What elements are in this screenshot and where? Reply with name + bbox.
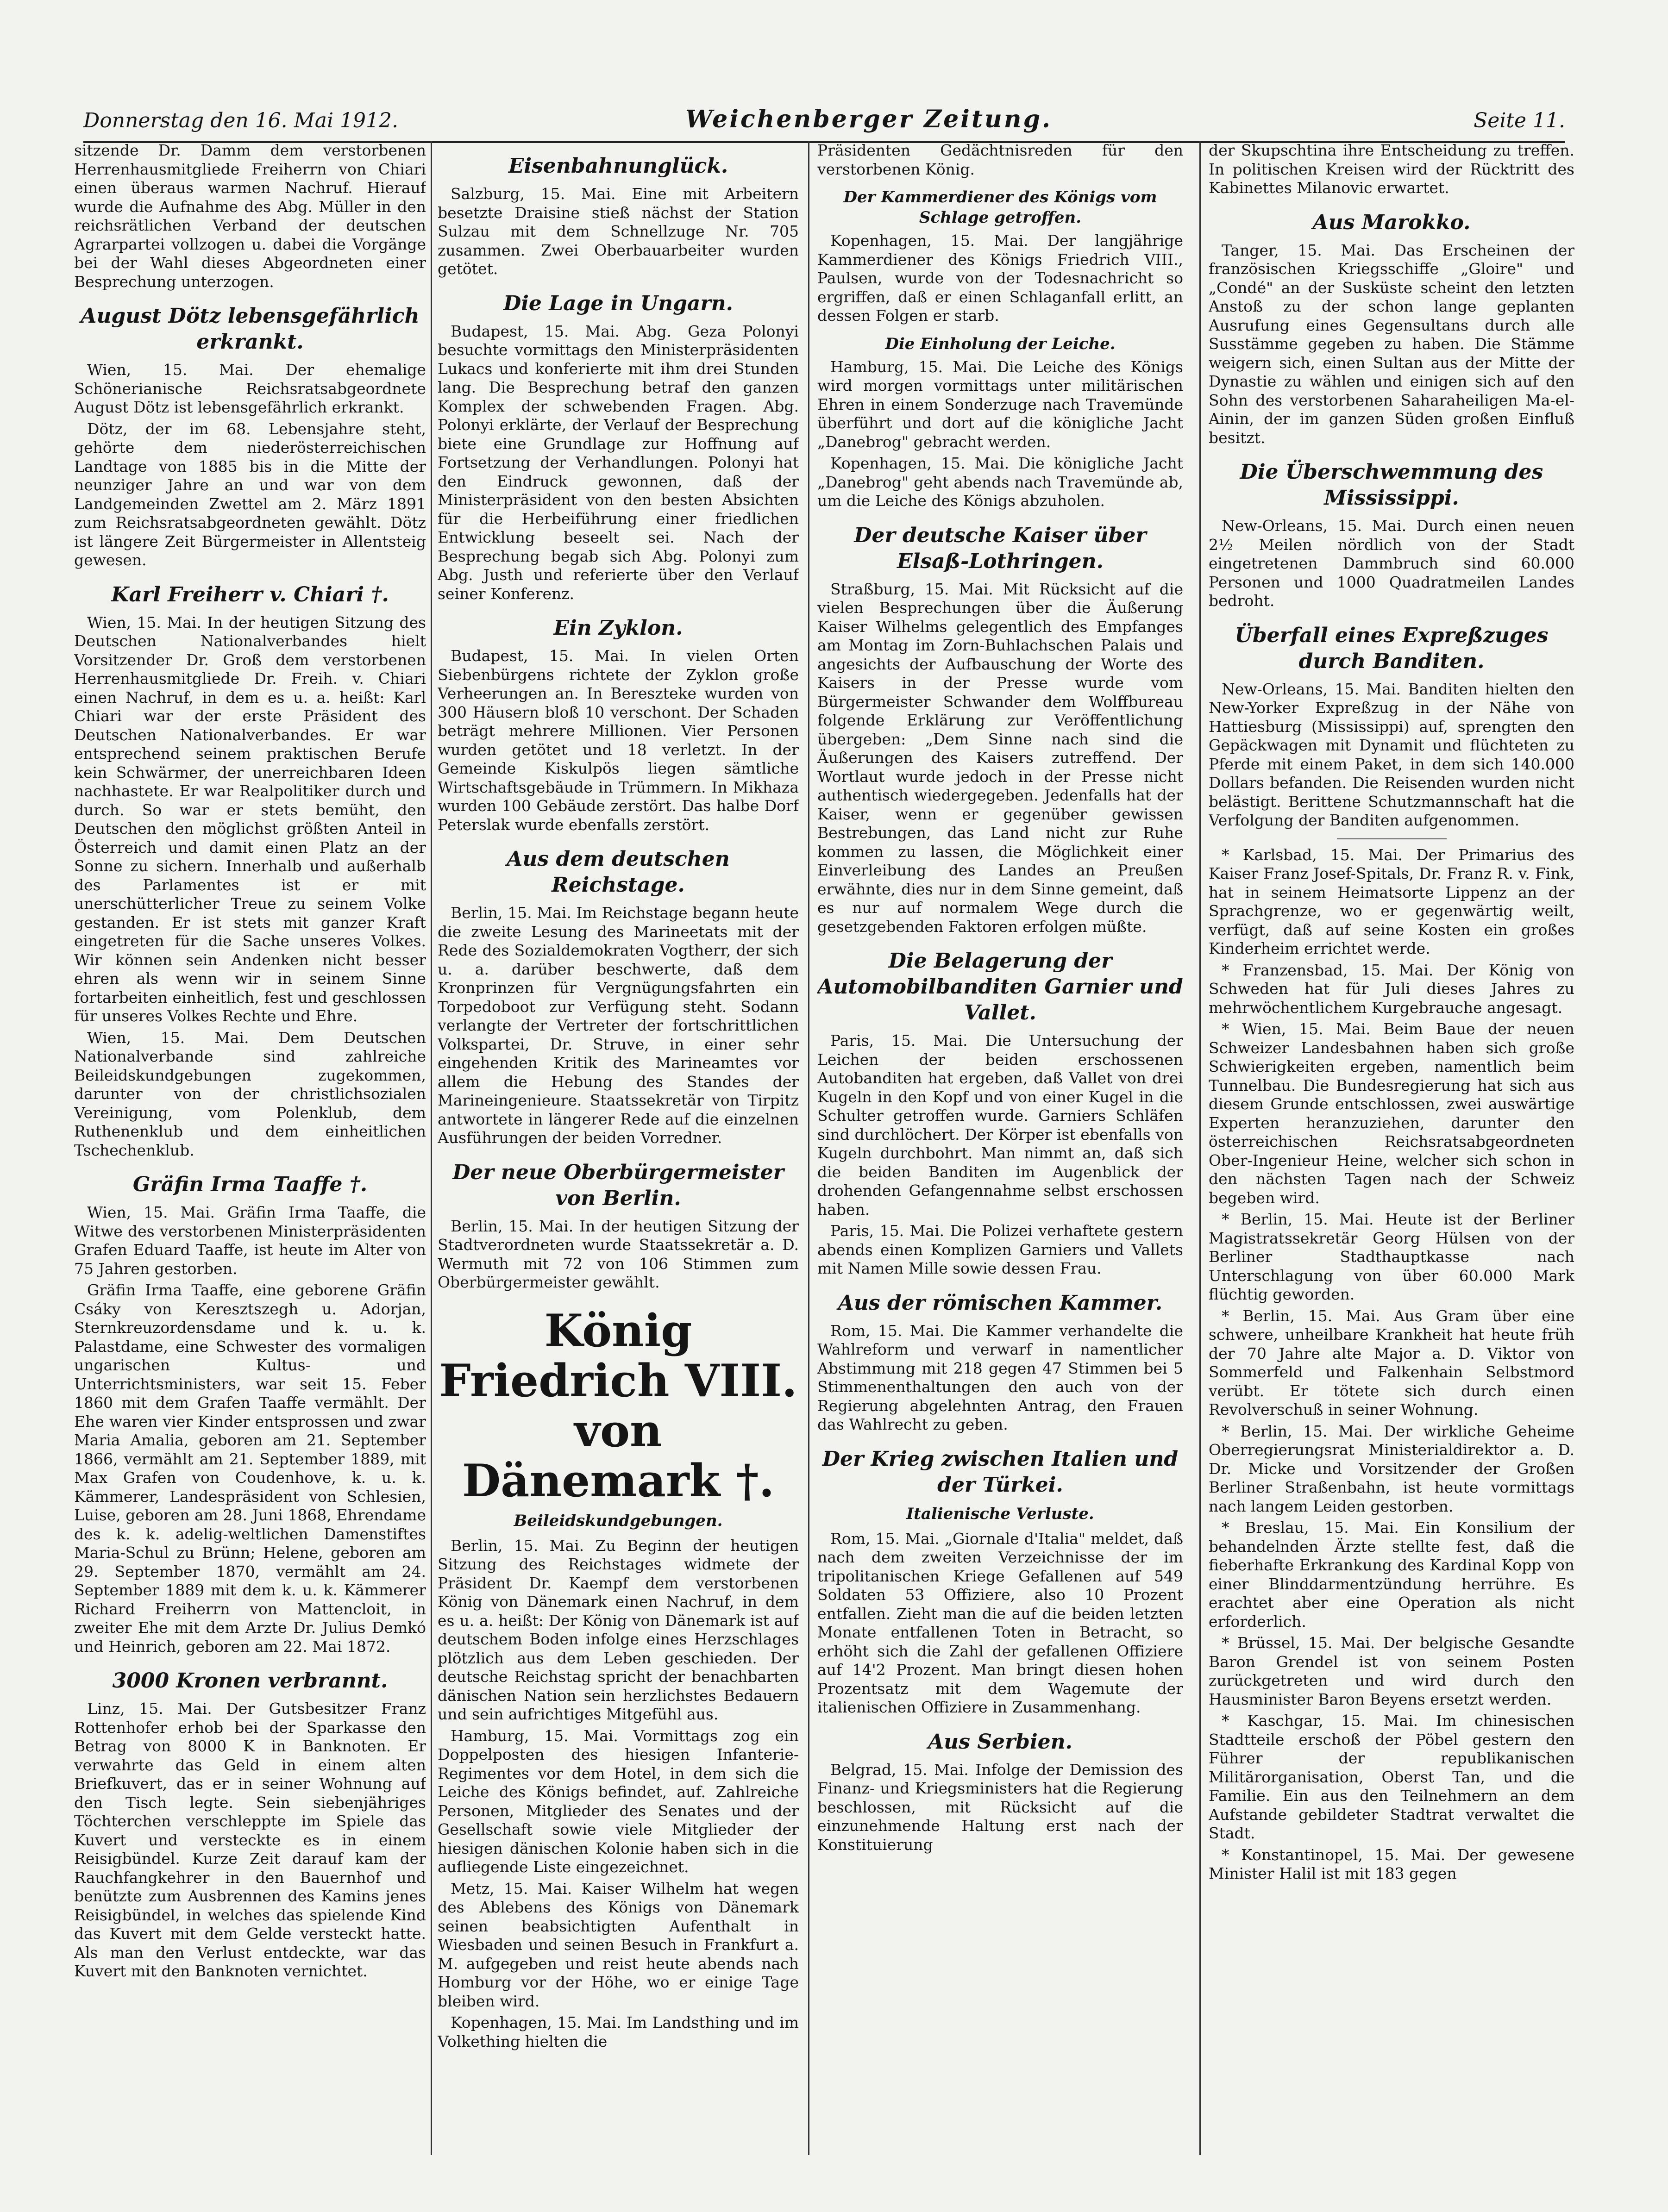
article: [74, 1668, 426, 1981]
article: [817, 1290, 1183, 1434]
header-page-number: Seite 11.: [1474, 109, 1565, 132]
article: [438, 291, 799, 604]
article-continuation: [74, 141, 426, 291]
article-paragraph: Gräfin Irma Taaffe, eine geborene Gräfin Csáky von Keresztszegh u. Adorjan, Sternkreuzordensdame und k. u. k. Palastdame, eine Schwester des vormaligen ungarischen Kultus- und Unterrichtsministers, war seit 15. Feber 1860 mit dem Grafen Taaffe vermählt. Der Ehe waren vier Kinder entsprossen und zwar Maria Amalia, geboren am 21. September 1866, vermählt am 21. September 1889, mit Max Grafen von Coudenhove, k. u. k. Kämmerer, Landespräsident von Schlesien, Luise, geboren am 28. Juni 1868, Ehrendame des k. k. adelig-weltlichen Damenstiftes Maria-Schul zu Brünn; Helene, geboren am 29. September 1870, vermählt am 24. September 1889 mit dem k. u. k. Kämmerer Richard Freiherrn von Mattencloit, in zweiter Ehe mit dem Arzte Dr. Julius Demkó und Heinrich, geboren am 22. Mai 1872.: [74, 1281, 426, 1656]
article-continuation: [1209, 141, 1574, 198]
article-title: Aus der römischen Kammer.: [838, 1291, 1163, 1315]
article-paragraph: Kopenhagen, 15. Mai. Im Landsthing und im Volkething hielten die: [438, 2013, 799, 2050]
article-paragraph: Tanger, 15. Mai. Das Erscheinen der französischen Kriegsschiffe „Gloire" und „Condé" an der Susküste scheint den letzten Anstoß zu der schon lange geplanten Ausrufung eines Gegensultans durch alle Susstämme gegeben zu haben. Die Stämme weigern sich, einen Sultan aus der Mitte der Dynastie zu wählen und einigen sich auf den Sohn des verstorbenen Saharaheiligen Ma-el-Ainin, der im ganzen Süden großen Einfluß besitzt.: [1209, 241, 1574, 447]
article-title: Die Überschwemmung des Mississippi.: [1240, 460, 1543, 510]
article-title: 3000 Kronen verbrannt.: [112, 1669, 388, 1693]
news-brief: * Karlsbad, 15. Mai. Der Primarius des Kaiser Franz Josef-Spitals, Dr. Franz R. v. Fink, hat in seinem Heimatsorte Lippenz an der Sprachgrenze, wo er gegenwärtig weilt, verfügt, daß auf seine Kosten ein großes Kinderheim errichtet werde.: [1209, 845, 1574, 957]
article-paragraph: Kopenhagen, 15. Mai. Der langjährige Kammerdiener des Königs Friedrich VIII., Paulsen, wurde von der Todesnachricht so ergriffen, daß er einen Schlaganfall erlitt, an dessen Folgen er starb.: [817, 231, 1183, 325]
article-title: Aus Marokko.: [1312, 210, 1471, 234]
article: [74, 303, 426, 570]
news-brief: * Konstantinopel, 15. Mai. Der gewesene Minister Halil ist mit 183 gegen: [1209, 1845, 1574, 1882]
news-brief: * Berlin, 15. Mai. Aus Gram über eine schwere, unheilbare Krankheit hat heute früh der 70 Jahre alte Major a. D. Viktor von Sommerfeld und Falkenhain Selbstmord verübt. Er tötete sich durch einen Revolverschuß in seiner Wohnung.: [1209, 1306, 1574, 1418]
article-title: Überfall eines Expreßzuges durch Banditen.: [1235, 623, 1549, 673]
article-title: Aus dem deutschen Reichstage.: [507, 847, 730, 897]
article: [438, 846, 799, 1148]
article: [817, 948, 1183, 1278]
news-brief: * Brüssel, 15. Mai. Der belgische Gesandte Baron Grendel ist von seinem Posten zurückgetreten und wird durch den Hausminister Baron Beyens ersetzt werden.: [1209, 1634, 1574, 1708]
article: [438, 1306, 799, 2051]
article-paragraph: Berlin, 15. Mai. Zu Beginn der heutigen Sitzung des Reichstages widmete der Präsident Dr. Kaempf dem verstorbenen König von Dänemark einen Nachruf, in dem es u. a. heißt: Der König von Dänemark ist auf deutschem Boden infolge eines Herzschlages plötzlich aus dem Leben geschieden. Der deutsche Reichstag spricht der benachbarten dänischen Nation sein herzlichstes Bedauern und sein aufrichtiges Mitgefühl aus.: [438, 1536, 799, 1723]
article-paragraph: Belgrad, 15. Mai. Infolge der Demission des Finanz- und Kriegsministers hat die Regierung beschlossen, mit Rücksicht auf die einzunehmende Haltung erst nach der Konstituierung: [817, 1760, 1183, 1854]
article-continuation: [817, 141, 1183, 179]
article-subtitle: Beileidskundgebungen.: [514, 1511, 723, 1530]
article-subtitle: Italienische Verluste.: [906, 1504, 1094, 1523]
article-paragraph: Straßburg, 15. Mai. Mit Rücksicht auf die vielen Besprechungen über die Äußerung Kaiser Wilhelms gelegentlich des Empfanges am Montag im Zorn-Buhlachschen Palais und angesichts der Aufbauschung der Worte des Kaisers in der Presse wurde vom Bürgermeister Schwander dem Wolffbureau folgende Erklärung zur Veröffentlichung übergeben: „Dem Sinne nach sind die Äußerungen des Kaisers zutreffend. Der Wortlaut wurde jedoch in der Presse nicht authentisch wiedergegeben. Jedenfalls hat der Kaiser, wenn er gegenüber gewissen Bestrebungen, das Land nicht zur Ruhe kommen zu lassen, die Möglichkeit einer Einverleibung des Landes an Preußen erwähnte, dies nur in dem Sinne gemeint, daß es nur auf normalem Wege durch die gesetzgebenden Faktoren erfolgen müßte.: [817, 580, 1183, 936]
article: [817, 1446, 1183, 1717]
column-rule: [1199, 141, 1201, 2155]
article-headline: König Friedrich VIII. von Dänemark †.: [439, 1304, 797, 1507]
article-paragraph: Präsidenten Gedächtnisreden für den verstorbenen König.: [817, 141, 1183, 178]
article-title: Der Kammerdiener des Königs vom Schlage getroffen.: [843, 188, 1157, 227]
article-paragraph: Wien, 15. Mai. Der ehemalige Schönerianische Reichsratsabgeordnete August Dötz ist lebensgefährlich erkrankt.: [74, 361, 426, 416]
article-paragraph: Rom, 15. Mai. „Giornale d'Italia" meldet, daß nach dem zweiten Verzeichnisse der im tripolitanischen Kriege Gefallenen auf 549 Soldaten 53 Offiziere, also 10 Prozent entfallen. Zieht man die auf die beiden letzten Monate entfallenen Toten in Betracht, so erhöht sich die Zahl der gefallenen Offiziere auf 14'2 Prozent. Man bringt diesen hohen Prozentsatz mit dem Wagemute der italienischen Offiziere in Zusammenhang.: [817, 1529, 1183, 1716]
article-title: August Dötz lebensgefährlich erkrankt.: [81, 304, 420, 354]
article: [438, 153, 799, 279]
article-title: Eisenbahnunglück.: [508, 154, 728, 178]
article-paragraph: Berlin, 15. Mai. In der heutigen Sitzung der Stadtverordneten wurde Staatssekretär a. D. Wermuth mit 72 von 106 Stimmen zum Oberbürgermeister gewählt.: [438, 1217, 799, 1291]
article-paragraph: Salzburg, 15. Mai. Eine mit Arbeitern besetzte Draisine stieß nächst der Station Sulzau mit dem Schnellzuge Nr. 705 zusammen. Zwei Oberbauarbeiter wurden getötet.: [438, 185, 799, 278]
article-paragraph: Budapest, 15. Mai. In vielen Orten Siebenbürgens richtete der Zyklon große Verheerungen an. In Bereszteke wurden von 300 Häusern bloß 10 verschont. Der Schaden beträgt mehrere Millionen. Vier Personen wurden getötet und 18 verletzt. In der Gemeinde Kiskulpös liegen sämtliche Wirtschaftsgebäude in Trümmern. In Mikhaza wurden 100 Gebäude zerstört. Das halbe Dorf Peterslak wurde ebenfalls zerstört.: [438, 647, 799, 834]
article-paragraph: Paris, 15. Mai. Die Polizei verhaftete gestern abends einen Komplizen Garniers und Vallets mit Namen Mille sowie dessen Frau.: [817, 1222, 1183, 1277]
header-paper-title: Weichenberger Zeitung.: [685, 105, 1053, 133]
news-brief: * Wien, 15. Mai. Beim Baue der neuen Schweizer Landesbahnen haben sich große Schwierigkeiten ergeben, namentlich beim Tunnelbau. Die Bundesregierung hat sich aus diesem Grunde entschlossen, zwei auswärtige Experten heranzuziehen, darunter den österreichischen Reichsratsabgeordneten Ober-Ingenieur Heine, welcher sich schon in den nächsten Tagen nach der Schweiz begeben wird.: [1209, 1020, 1574, 1207]
article-paragraph: Hamburg, 15. Mai. Vormittags zog ein Doppelposten des hiesigen Infanterie-Regimentes vor dem Hotel, in dem sich die Leiche des Königs befindet, auf. Zahlreiche Personen, Mitglieder des Senates und der Gesellschaft sowie viele Mitglieder der hiesigen dänischen Kolonie haben sich in die aufliegende Liste eingezeichnet.: [438, 1726, 799, 1876]
article-title: Gräfin Irma Taaffe †.: [132, 1173, 368, 1196]
article: [1209, 459, 1574, 611]
article-title: Karl Freiherr v. Chiari †.: [111, 582, 389, 606]
article: [74, 1172, 426, 1656]
page-header: [83, 100, 1565, 143]
news-brief: * Kaschgar, 15. Mai. Im chinesischen Stadtteile erschoß der Pöbel gestern den Führer der republikanischen Militärorganisation, Oberst Tan, und die Familie. Ein aus den Teilnehmern an dem Aufstande gebildeter Stadtrat verwaltet die Stadt.: [1209, 1712, 1574, 1842]
article-title: Die Lage in Ungarn.: [503, 291, 733, 315]
article: [817, 187, 1183, 325]
article-paragraph: Dötz, der im 68. Lebensjahre steht, gehörte dem niederösterreichischen Landtage von 1885 bis in die Mitte der neunziger Jahre an und war von dem Landgemeinden Zwettel am 2. März 1891 zum Reichsratsabgeordneten gewählt. Dötz ist längere Zeit Bürgermeister in Allentsteig gewesen.: [74, 419, 426, 569]
news-brief: * Franzensbad, 15. Mai. Der König von Schweden hat für Juli dieses Jahres zu mehrwöchentlichem Kurgebrauche angesagt.: [1209, 961, 1574, 1017]
article-title: Die Belagerung der Automobilbanditen Garnier und Vallet.: [817, 949, 1183, 1025]
article-title: Der neue Oberbürgermeister von Berlin.: [452, 1160, 784, 1210]
article-paragraph: Linz, 15. Mai. Der Gutsbesitzer Franz Rottenhofer erhob bei der Sparkasse den Betrag von 8000 K in Banknoten. Er verwahrte das Geld in einem alten Briefkuvert, das er in seiner Wohnung auf den Tisch legte. Sein siebenjähriges Töchterchen verschleppte im Spiele das Kuvert und versteckte es in einem Reisigbündel. Kurze Zeit darauf kam der Rauchfangkehrer in den Bauernhof und benützte zum Ausbrennen des Kamins jenes Reisigbündel, in welches das spielende Kind das Kuvert mit dem Gelde versteckt hatte. Als man den Verlust entdeckte, war das Kuvert mit den Banknoten vernichtet.: [74, 1700, 426, 1980]
article-title: Der deutsche Kaiser über Elsaß-Lothringen.: [854, 523, 1147, 573]
section-divider: [1337, 838, 1447, 839]
article-paragraph: Rom, 15. Mai. Die Kammer verhandelte die Wahlreform und verwarf in namentlicher Abstimmung mit 218 gegen 47 Stimmen bei 5 Stimmenenthaltungen den auch von der Regierung abgelehnten Antrag, den Frauen das Wahlrecht zu geben.: [817, 1321, 1183, 1433]
news-briefs: [1209, 846, 1574, 1883]
article-title: Die Einholung der Leiche.: [885, 334, 1116, 353]
article-paragraph: Budapest, 15. Mai. Abg. Geza Polonyi besuchte vormittags den Ministerpräsidenten Lukacs und konferierte mit ihm drei Stunden lang. Die Besprechung betraf den ganzen Komplex der schwebenden Fragen. Abg. Polonyi erklärte, der Verlauf der Besprechung biete eine Grundlage zur Hoffnung auf Fortsetzung der Verhandlungen. Polonyi hat den Eindruck gewonnen, daß der Ministerpräsident von den besten Absichten für die Herbeiführung einer friedlichen Entwicklung beseelt sei. Nach der Besprechung begab sich Abg. Polonyi zum Abg. Justh und referierte über den Verlauf seiner Konferenz.: [438, 322, 799, 603]
header-date: Donnerstag den 16. Mai 1912.: [83, 109, 398, 132]
article-title: Ein Zyklon.: [553, 616, 683, 640]
article: [817, 334, 1183, 511]
article: [817, 523, 1183, 937]
article: [74, 582, 426, 1160]
column-1: [74, 141, 426, 2155]
article: [817, 1729, 1183, 1855]
article: [1209, 623, 1574, 830]
article-paragraph: New-Orleans, 15. Mai. Banditen hielten den New-Yorker Expreßzug in der Nähe von Hattiesburg (Mississippi) auf, sprengten den Gepäckwagen mit Dynamit und flüchteten zu Pferde mit einem Paket, in dem sich 140.000 Dollars befanden. Die Reisenden wurden nicht belästigt. Berittene Schutzmannschaft hat die Verfolgung der Banditen aufgenommen.: [1209, 680, 1574, 829]
article-paragraph: sitzende Dr. Damm dem verstorbenen Herrenhausmitgliede Freiherrn von Chiari einen überaus warmen Nachruf. Hierauf wurde die Aufnahme des Abg. Müller in den reichsrätlichen Verband der deutschen Agrarpartei vollzogen u. dabei die Vorgänge bei der Wahl dieses Abgeordneten einer Besprechung unterzogen.: [74, 141, 426, 291]
article-paragraph: der Skupschtina ihre Entscheidung zu treffen. In politischen Kreisen wird der Rücktritt des Kabinettes Milanovic erwartet.: [1209, 141, 1574, 197]
article-paragraph: Metz, 15. Mai. Kaiser Wilhelm hat wegen des Ablebens des Königs von Dänemark seinen beabsichtigten Aufenthalt in Wiesbaden und seinen Besuch in Frankfurt a. M. aufgegeben und reist heute abends nach Homburg vor der Höhe, wo er einige Tage bleiben wird.: [438, 1879, 799, 2010]
column-4: [1209, 141, 1574, 2155]
article-paragraph: Paris, 15. Mai. Die Untersuchung der Leichen der beiden erschossenen Autobanditen hat ergeben, daß Vallet von drei Kugeln in den Kopf und von einer Kugel in die Schulter getroffen wurde. Garniers Schläfen sind durchlöchert. Der Körper ist ebenfalls von Kugeln durchbohrt. Man nimmt an, daß sich die beiden Banditen im Augenblick der drohenden Gefangennahme selbst erschossen haben.: [817, 1031, 1183, 1218]
article-paragraph: Berlin, 15. Mai. Im Reichstage begann heute die zweite Lesung des Marineetats mit der Rede des Sozialdemokraten Vogtherr, der sich u. a. darüber beschwerte, daß dem Kronprinzen für Vergnügungsfahrten ein Torpedoboot zur Verfügung steht. Sodann verlangte der Vertreter der fortschrittlichen Volkspartei, Dr. Struve, in einer sehr eingehenden Kritik des Marineamtes vor allem die Hebung des Standes der Marineingenieure. Staatssekretär von Tirpitz antwortete in längerer Rede auf die einzelnen Ausführungen der beiden Vorredner.: [438, 904, 799, 1147]
article-paragraph: Hamburg, 15. Mai. Die Leiche des Königs wird morgen vormittags unter militärischen Ehren in einem Sonderzuge nach Travemünde überführt und dort auf die königliche Jacht „Danebrog" gebracht werden.: [817, 357, 1183, 451]
news-brief: * Berlin, 15. Mai. Der wirkliche Geheime Oberregierungsrat Ministerialdirektor a. D. Dr. Micke und Vorsitzender der Großen Berliner Straßenbahn, ist heute vormittags nach langem Leiden gestorben.: [1209, 1422, 1574, 1515]
article-title: Der Krieg zwischen Italien und der Türkei.: [822, 1447, 1179, 1497]
article: [438, 615, 799, 834]
article-paragraph: Wien, 15. Mai. Dem Deutschen Nationalverbande sind zahlreiche Beileidskundgebungen zugekommen, darunter von der christlichsozialen Vereinigung, vom Polenklub, dem Ruthenenklub und dem einheitlichen Tschechenklub.: [74, 1028, 426, 1159]
article-title: Aus Serbien.: [928, 1730, 1072, 1754]
column-3: [817, 141, 1183, 2155]
article-paragraph: New-Orleans, 15. Mai. Durch einen neuen 2½ Meilen nördlich von der Stadt eingetretenen Dammbruch sind 60.000 Personen und 1000 Quadratmeilen Landes bedroht.: [1209, 517, 1574, 610]
article-paragraph: Wien, 15. Mai. In der heutigen Sitzung des Deutschen Nationalverbandes hielt Vorsitzender Dr. Groß dem verstorbenen Herrenhausmitgliede Dr. Freih. v. Chiari einen Nachruf, in dem es u. a. heißt: Karl Chiari war der erste Präsident des Deutschen Nationalverbandes. Er war entsprechend seinem praktischen Berufe kein Schwärmer, der unerreichbaren Ideen nachhastete. Er war Realpolitiker durch und durch. So war er stets bemüht, den Deutschen den möglichst größten Anteil in Österreich und damit einen Platz an der Sonne zu sichern. Innerhalb und außerhalb des Parlamentes ist er mit unerschütterlicher Treue zu seinem Volke gestanden. Er ist stets mit ganzer Kraft eingetreten für die Sache unseres Volkes. Wir können sein Andenken nicht besser ehren als wenn wir in seinem Sinne fortarbeiten einheitlich, fest und geschlossen für unseres Volkes Rechte und Ehre.: [74, 613, 426, 1025]
article-paragraph: Kopenhagen, 15. Mai. Die königliche Jacht „Danebrog" geht abends nach Travemünde ab, um die Leiche des Königs abzuholen.: [817, 454, 1183, 510]
column-rule: [808, 141, 809, 2155]
article: [1209, 210, 1574, 448]
article-paragraph: Wien, 15. Mai. Gräfin Irma Taaffe, die Witwe des verstorbenen Ministerpräsidenten Grafen Eduard Taaffe, ist heute im Alter von 75 Jahren gestorben.: [74, 1203, 426, 1278]
column-2: [438, 141, 799, 2155]
news-brief: * Berlin, 15. Mai. Heute ist der Berliner Magistratssekretär Georg Hülsen von der Berliner Stadthauptkasse nach Unterschlagung von über 60.000 Mark flüchtig geworden.: [1209, 1210, 1574, 1303]
news-brief: * Breslau, 15. Mai. Ein Konsilium der behandelnden Ärzte stellte fest, daß die fieberhafte Erkrankung des Kardinal Kopp von einer Blinddarmentzündung herrühre. Es erachtet aber eine Operation als nicht erforderlich.: [1209, 1518, 1574, 1631]
article: [438, 1160, 799, 1292]
column-rule: [431, 141, 432, 2155]
